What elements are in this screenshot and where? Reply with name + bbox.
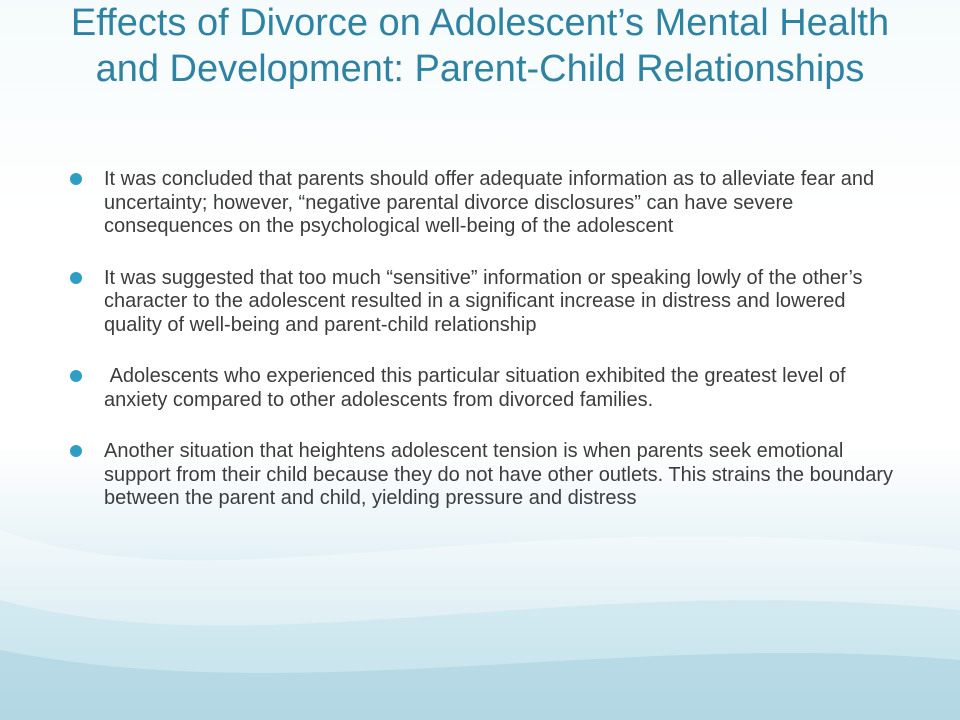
bullet-text: It was concluded that parents should offer adequate information as to alleviate fear and uncertainty; however, “negative parental divorce disclosures” can have severe consequences on the psychological well-being of the adolescent <box>104 168 875 237</box>
bullet-dot-icon <box>70 445 82 457</box>
bullet-dot-icon <box>70 173 82 185</box>
bullet-dot-icon <box>70 370 82 382</box>
bullet-item <box>66 440 896 511</box>
bullet-item <box>66 365 896 412</box>
slide-title: Effects of Divorce on Adolescent’s Mental Health and Development: Parent-Child Relationships <box>70 2 890 90</box>
bullet-item <box>66 168 896 239</box>
bullet-list <box>66 168 896 539</box>
bullet-text: It was suggested that too much “sensitive” information or speaking lowly of the other’s character to the adolescent resulted in a significant increase in distress and lowered quality of well-being and parent-child relationship <box>104 266 863 336</box>
bullet-dot-icon <box>70 272 82 284</box>
bullet-text: Adolescents who experienced this particular situation exhibited the greatest level of anxiety compared to other adolescents from divorced families. <box>104 365 852 411</box>
bullet-item <box>66 267 896 338</box>
bullet-text: Another situation that heightens adolescent tension is when parents seek emotional support from their child because they do not have other outlets. This strains the boundary between the parent and child, yielding pressure and distress <box>104 440 893 509</box>
